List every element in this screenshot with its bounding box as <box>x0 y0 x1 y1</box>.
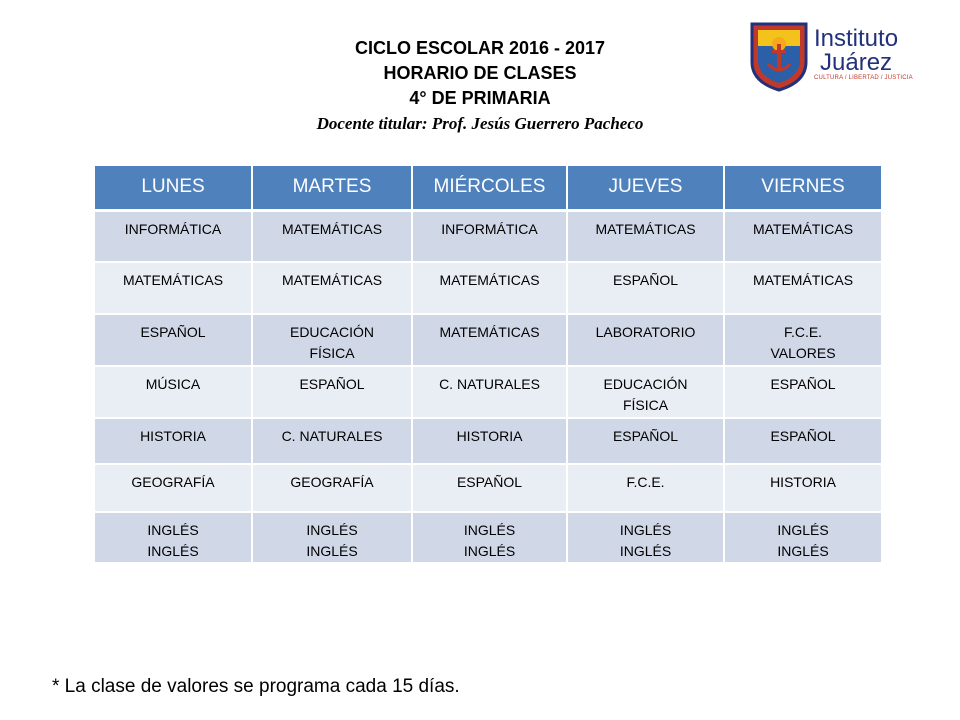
day-header-jueves: JUEVES <box>567 166 724 210</box>
subject-label: FÍSICA <box>309 345 355 361</box>
subject-label: C. NATURALES <box>439 376 540 392</box>
table-row <box>95 262 881 314</box>
table-header-row <box>95 166 881 210</box>
schedule-cell <box>252 314 412 366</box>
schedule-cell <box>412 512 567 563</box>
schedule-cell <box>724 210 881 262</box>
subject-label: F.C.E. <box>626 474 665 490</box>
schedule-cell <box>252 262 412 314</box>
subject-label: INGLÉS <box>619 522 672 538</box>
subject-label: MATEMÁTICAS <box>595 220 696 237</box>
schedule-cell <box>567 262 724 314</box>
subject-label: MÚSICA <box>145 376 201 392</box>
table-row <box>95 366 881 418</box>
schedule-cell <box>724 464 881 512</box>
logo-name-line2: Juárez <box>820 49 893 76</box>
schedule-cell <box>724 314 881 366</box>
schedule-cell <box>95 464 252 512</box>
table-body <box>95 210 881 563</box>
schedule-title: HORARIO DE CLASES <box>383 63 577 83</box>
schedule-cell <box>567 512 724 563</box>
schedule-cell <box>412 314 567 366</box>
institute-logo <box>748 20 918 92</box>
logo-tagline: CULTURA / LIBERTAD / JUSTICIA <box>814 75 913 81</box>
subject-label: HISTORIA <box>456 428 523 444</box>
schedule-cell <box>724 512 881 563</box>
subject-label: GEOGRAFÍA <box>131 474 215 490</box>
subject-label: INGLÉS <box>147 543 199 559</box>
subject-label: VALORES <box>770 345 836 361</box>
day-header-miércoles: MIÉRCOLES <box>412 166 567 210</box>
subject-label: HISTORIA <box>770 474 836 490</box>
subject-label: INFORMÁTICA <box>124 220 222 237</box>
schedule-cell <box>567 210 724 262</box>
schedule-cell <box>95 210 252 262</box>
schedule-cell <box>95 418 252 464</box>
subject-label: ESPAÑOL <box>770 428 836 444</box>
schedule-cell <box>95 512 252 563</box>
school-year-title: CICLO ESCOLAR 2016 - 2017 <box>354 38 606 58</box>
schedule-cell <box>567 418 724 464</box>
subject-label: MATEMÁTICAS <box>122 272 224 288</box>
schedule-cell <box>252 210 412 262</box>
subject-label: GEOGRAFÍA <box>290 474 374 490</box>
schedule-cell <box>724 262 881 314</box>
subject-label: INGLÉS <box>306 543 358 559</box>
subject-label: ESPAÑOL <box>770 376 836 392</box>
subject-label: ESPAÑOL <box>612 272 679 288</box>
subject-label: HISTORIA <box>140 428 206 444</box>
subject-label: MATEMÁTICAS <box>439 324 540 340</box>
subject-label: MATEMÁTICAS <box>752 220 854 237</box>
subject-label: EDUCACIÓN <box>603 376 688 392</box>
subject-label: LABORATORIO <box>595 324 696 340</box>
subject-label: EDUCACIÓN <box>289 324 374 340</box>
subject-label: ESPAÑOL <box>612 428 679 444</box>
subject-label: F.C.E. <box>783 324 823 340</box>
table-row <box>95 210 881 262</box>
table-row <box>95 512 881 563</box>
subject-label: INGLÉS <box>463 543 516 559</box>
subject-label: INFORMÁTICA <box>441 220 538 237</box>
schedule-cell <box>567 314 724 366</box>
teacher-name: Docente titular: Prof. Jesús Guerrero Pacheco <box>316 114 644 133</box>
subject-label: MATEMÁTICAS <box>439 272 540 288</box>
schedule-cell <box>567 366 724 418</box>
schedule-cell <box>412 366 567 418</box>
subject-label: ESPAÑOL <box>140 324 206 340</box>
schedule-cell <box>95 314 252 366</box>
day-header-viernes: VIERNES <box>724 166 881 210</box>
subject-label: C. NATURALES <box>281 428 383 444</box>
schedule-cell <box>412 262 567 314</box>
subject-label: MATEMÁTICAS <box>281 220 383 237</box>
subject-label: INGLÉS <box>147 522 199 538</box>
schedule-cell <box>724 418 881 464</box>
table-row <box>95 314 881 366</box>
schedule-cell <box>252 366 412 418</box>
grade-title: 4° DE PRIMARIA <box>409 88 551 108</box>
schedule-cell <box>252 512 412 563</box>
schedule-cell <box>95 262 252 314</box>
class-schedule-table <box>95 166 881 564</box>
schedule-cell <box>252 418 412 464</box>
subject-label: ESPAÑOL <box>456 474 523 490</box>
subject-label: MATEMÁTICAS <box>752 272 854 288</box>
day-header-lunes: LUNES <box>95 166 252 210</box>
schedule-cell <box>95 366 252 418</box>
schedule-cell <box>412 464 567 512</box>
subject-label: INGLÉS <box>306 522 358 538</box>
shield-emblem-icon <box>748 20 812 92</box>
subject-label: INGLÉS <box>777 543 829 559</box>
subject-label: INGLÉS <box>463 522 516 538</box>
footnote: * La clase de valores se programa cada 15 días. <box>52 676 460 697</box>
logo-name-line1: Instituto <box>814 25 899 52</box>
schedule-cell <box>252 464 412 512</box>
day-header-martes: MARTES <box>252 166 412 210</box>
table-row <box>95 464 881 512</box>
table-row <box>95 418 881 464</box>
schedule-cell <box>567 464 724 512</box>
schedule-cell <box>412 418 567 464</box>
subject-label: INGLÉS <box>619 543 672 559</box>
subject-label: MATEMÁTICAS <box>281 272 383 288</box>
subject-label: ESPAÑOL <box>299 376 365 392</box>
schedule-cell <box>412 210 567 262</box>
subject-label: INGLÉS <box>777 522 829 538</box>
subject-label: FÍSICA <box>622 397 669 413</box>
schedule-cell <box>724 366 881 418</box>
